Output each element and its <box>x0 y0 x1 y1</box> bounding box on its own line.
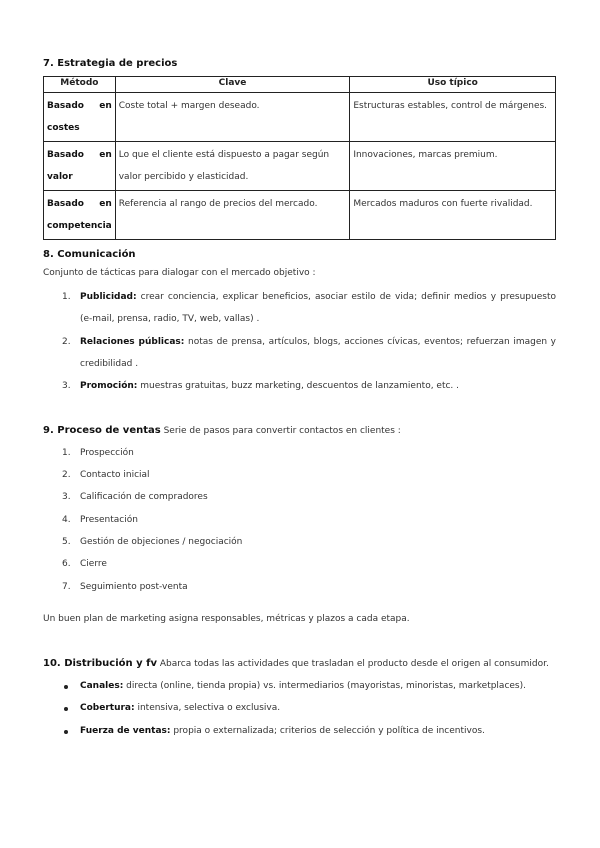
table-row <box>44 93 556 142</box>
section-9-heading <box>43 425 401 436</box>
table-header: Uso típico <box>350 77 556 93</box>
item-label: Canales: <box>80 681 124 691</box>
bullet-icon <box>64 707 68 711</box>
item-text: muestras gratuitas, buzz marketing, descuentos de lanzamiento, etc. . <box>137 381 460 391</box>
section-10-lead: Abarca todas las actividades que trasladan el producto desde el origen al consumidor. <box>157 659 549 669</box>
item-label: Publicidad: <box>80 292 137 302</box>
method-name: Basado en costes <box>44 93 116 142</box>
bullet-item <box>80 726 485 736</box>
section-10-heading <box>43 658 549 669</box>
step-number: 1. <box>62 448 71 458</box>
method-name: Basado en competencia <box>44 191 116 240</box>
item-text: intensiva, selectiva o exclusiva. <box>134 703 281 713</box>
list-number: 1. <box>62 292 71 302</box>
pricing-table <box>43 76 556 240</box>
section-8-intro: Conjunto de tácticas para dialogar con el mercado objetivo : <box>43 268 316 278</box>
step-text: Prospección <box>80 448 134 458</box>
step-text: Presentación <box>80 515 138 525</box>
step-text: Gestión de objeciones / negociación <box>80 537 243 547</box>
method-key: Lo que el cliente está dispuesto a pagar según valor percibido y elasticidad. <box>115 142 350 191</box>
step-number: 2. <box>62 470 71 480</box>
bullet-icon <box>64 685 68 689</box>
section-9-note: Un buen plan de marketing asigna responsables, métricas y plazos a cada etapa. <box>43 614 410 624</box>
section-8-title: 8. Comunicación <box>43 249 136 260</box>
list-number: 3. <box>62 381 71 391</box>
method-use: Estructuras estables, control de márgenes. <box>350 93 556 142</box>
bullet-item <box>80 703 280 713</box>
section-9-lead: Serie de pasos para convertir contactos en clientes : <box>160 426 401 436</box>
section-10-title: 10. Distribución y fv <box>43 658 157 669</box>
method-key: Coste total + margen deseado. <box>115 93 350 142</box>
item-label: Promoción: <box>80 381 138 391</box>
step-text: Calificación de compradores <box>80 492 208 502</box>
method-use: Innovaciones, marcas premium. <box>350 142 556 191</box>
item-text: directa (online, tienda propia) vs. intermediarios (mayoristas, minoristas, marketplaces). <box>123 681 526 691</box>
item-label: Fuerza de ventas: <box>80 726 171 736</box>
method-use: Mercados maduros con fuerte rivalidad. <box>350 191 556 240</box>
method-name: Basado en valor <box>44 142 116 191</box>
list-item <box>80 286 556 330</box>
step-text: Contacto inicial <box>80 470 150 480</box>
step-text: Cierre <box>80 559 107 569</box>
step-number: 7. <box>62 582 71 592</box>
item-label: Relaciones públicas: <box>80 337 185 347</box>
step-number: 5. <box>62 537 71 547</box>
step-number: 4. <box>62 515 71 525</box>
table-header: Clave <box>115 77 350 93</box>
step-text: Seguimiento post-venta <box>80 582 188 592</box>
section-9-title: 9. Proceso de ventas <box>43 425 161 436</box>
section-7-title: 7. Estrategia de precios <box>43 58 178 69</box>
item-text: crear conciencia, explicar beneficios, asociar estilo de vida; definir medios y presupuesto (e-mail, prensa, radio, TV, web, vallas) . <box>80 292 556 324</box>
step-number: 3. <box>62 492 71 502</box>
table-row <box>44 142 556 191</box>
table-header-row <box>44 77 556 93</box>
list-item <box>80 375 556 397</box>
table-header: Método <box>44 77 116 93</box>
step-number: 6. <box>62 559 71 569</box>
item-text: notas de prensa, artículos, blogs, acciones cívicas, eventos; refuerzan imagen y credibilidad . <box>80 337 557 369</box>
item-text: propia o externalizada; criterios de selección y política de incentivos. <box>170 726 485 736</box>
table-row <box>44 191 556 240</box>
bullet-icon <box>64 730 68 734</box>
list-item <box>80 331 556 375</box>
list-number: 2. <box>62 337 71 347</box>
method-key: Referencia al rango de precios del mercado. <box>115 191 350 240</box>
bullet-item <box>80 681 526 691</box>
item-label: Cobertura: <box>80 703 135 713</box>
